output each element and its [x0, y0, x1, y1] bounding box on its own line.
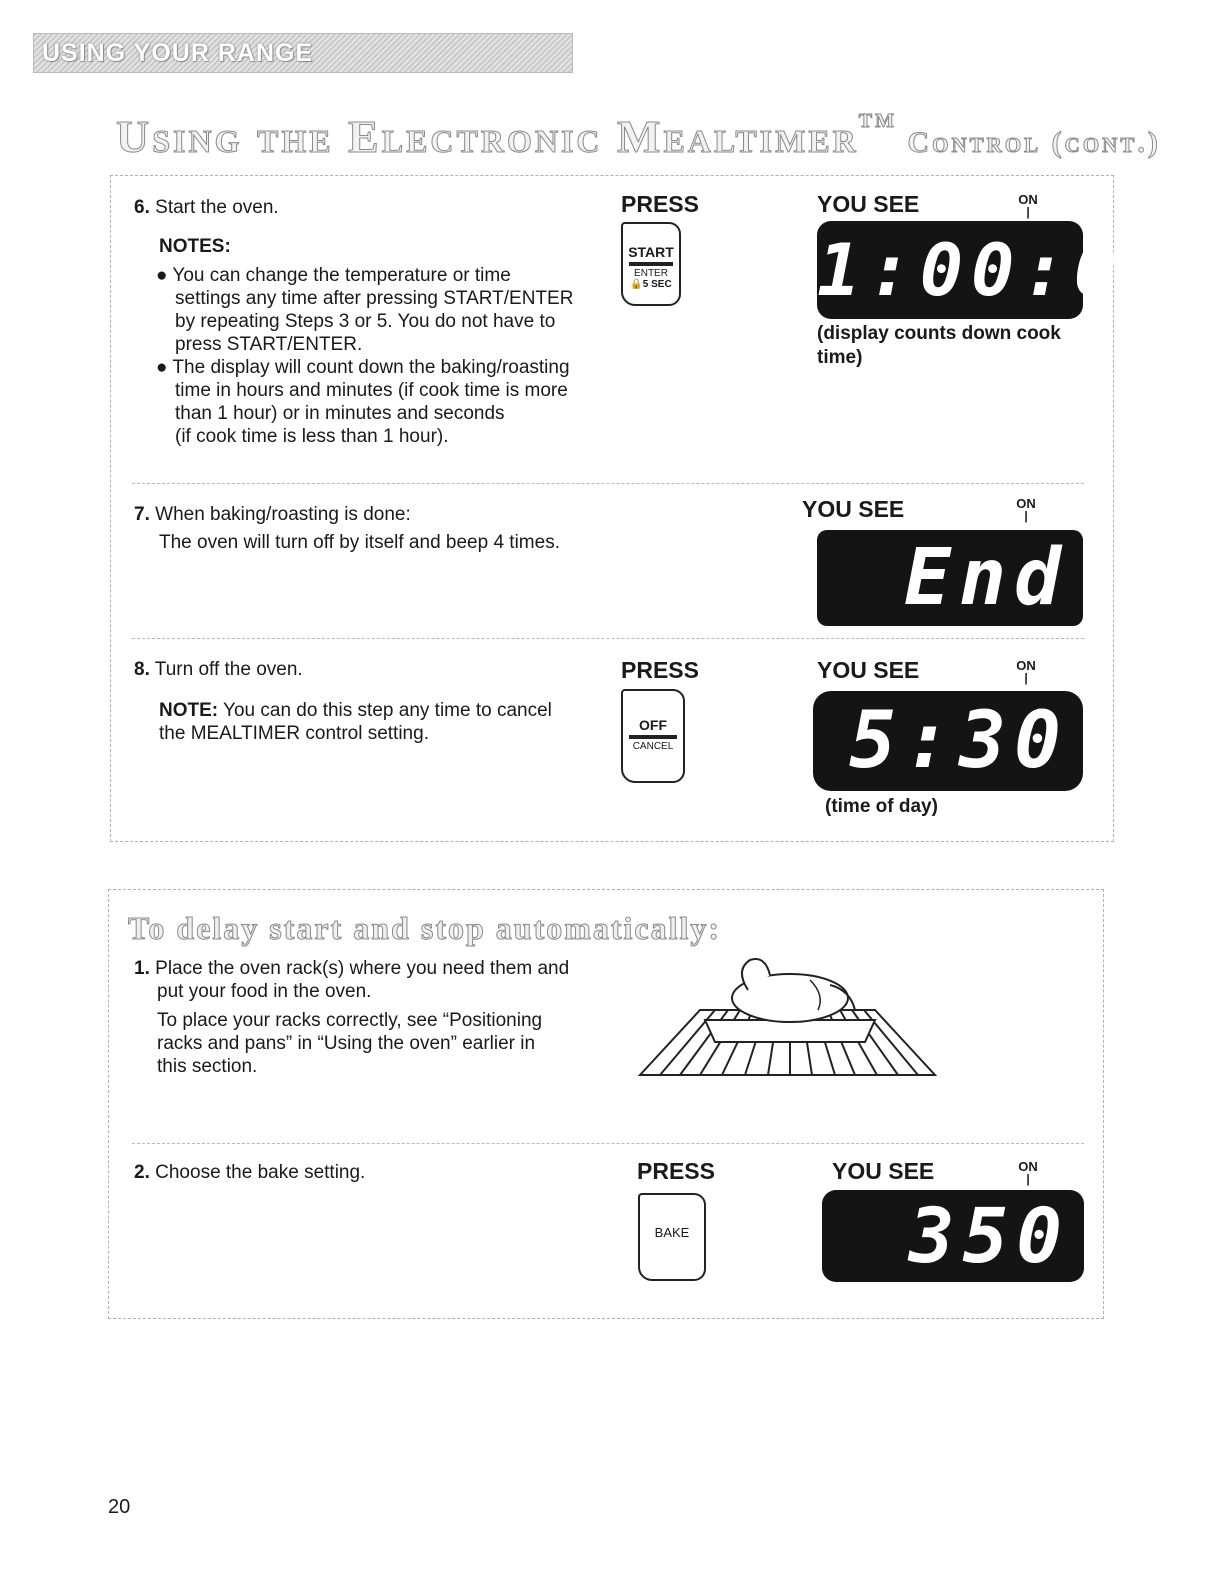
- display-readout: End: [817, 530, 1083, 626]
- turkey-roast-illustration: [640, 950, 940, 1080]
- page-number: 20: [108, 1496, 131, 1518]
- press-label: PRESS: [637, 1158, 715, 1184]
- display-caption: (time of day): [825, 796, 938, 817]
- on-indicator: ON |: [1018, 1159, 1038, 1186]
- divider: [132, 638, 1084, 639]
- display-caption: (display counts down cook time): [817, 323, 1061, 368]
- step-8: 8. Turn off the oven.: [134, 659, 303, 680]
- display-readout: 350: [822, 1190, 1084, 1282]
- display-readout: 5:30: [813, 691, 1083, 791]
- you-see-label: YOU SEE: [832, 1158, 935, 1184]
- on-indicator: ON |: [1016, 496, 1036, 523]
- lock-icon: 🔒5 SEC: [630, 279, 672, 290]
- step-7: 7. When baking/roasting is done: The oven will turn off by itself and beep 4 times.: [134, 504, 560, 553]
- press-label: PRESS: [621, 191, 699, 217]
- on-indicator: ON |: [1016, 658, 1036, 685]
- you-see-label: YOU SEE: [802, 496, 905, 522]
- note-item: ● You can change the temperature or time settings any time after pressing START/ENTER by repeating Steps 3 or 5. You do not have to press START/ENTER. ● The display will count down the baking/roasting time in hours and minutes (if cook time is more than 1 hour) or in minutes and seconds (if cook time is less than 1 hour).: [156, 265, 574, 447]
- delay-step-2: 2. Choose the bake setting.: [134, 1162, 366, 1183]
- divider: [132, 483, 1084, 484]
- start-enter-button[interactable]: START ENTER 🔒5 SEC: [621, 222, 681, 306]
- section-banner: [33, 33, 573, 73]
- bake-button[interactable]: BAKE: [638, 1193, 706, 1281]
- off-cancel-button[interactable]: OFF CANCEL: [621, 689, 685, 783]
- section-banner-label: USING YOUR RANGE: [42, 39, 314, 67]
- you-see-label: YOU SEE: [817, 657, 920, 683]
- press-label: PRESS: [621, 657, 699, 683]
- delay-step-1: 1. Place the oven rack(s) where you need them and put your food in the oven. To place your racks correctly, see “Positioning racks and pans” in “Using the oven” earlier in this section.: [134, 958, 570, 1077]
- step-8-note: NOTE: You can do this step any time to cancel the MEALTIMER control setting.: [159, 700, 552, 744]
- section-subtitle: To delay start and stop automatically:: [128, 910, 722, 946]
- divider: [132, 1143, 1084, 1144]
- on-indicator: ON |: [1018, 192, 1038, 219]
- step-6: 6. Start the oven.: [134, 197, 279, 218]
- display-readout: 1:00:00: [817, 221, 1083, 319]
- notes-heading: NOTES:: [159, 236, 231, 257]
- page-title: Using the Electronic Mealtimer™ Control (cont.): [116, 110, 1161, 162]
- you-see-label: YOU SEE: [817, 191, 920, 217]
